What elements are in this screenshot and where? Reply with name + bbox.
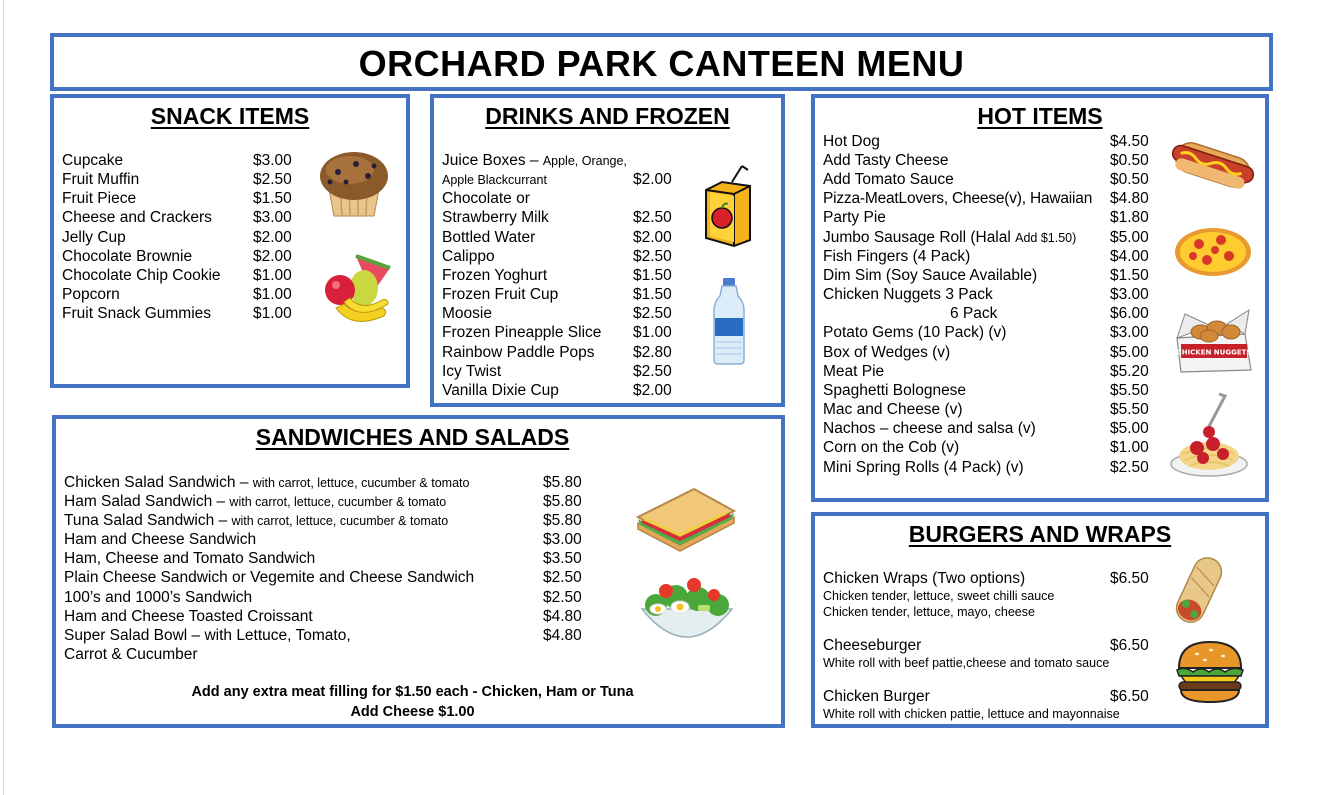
water-bottle-icon <box>712 276 746 366</box>
sandwich-icon <box>634 483 738 553</box>
snack-section: SNACK ITEMS Cupcake $3.00 Fruit Muffin $2.50 Fruit Piece $1.50 Cheese and Crackers $3.00 Jelly Cup $2.00 Chocolate Brownie $2.00 Chocolate Chip Cookie $1.00 Popcorn $1.00 Fruit Snack Gummies $1.00 <box>50 94 410 388</box>
item-description: White roll with chicken pattie, lettuce and mayonnaise <box>823 707 1120 721</box>
fruit-icon <box>322 248 394 332</box>
spaghetti-icon <box>1169 392 1251 480</box>
item-description: White roll with beef pattie,cheese and tomato sauce <box>823 656 1110 670</box>
page-edge <box>3 0 4 795</box>
nuggets-box-label: CHICKEN NUGGETS <box>1176 348 1252 357</box>
drinks-section: DRINKS AND FROZEN Juice Boxes – Apple, Orange, Apple Blackcurrant $2.00 Chocolate or Strawberry Milk $2.50 Bottled Water $2.00 Calippo $2.50 Frozen Yoghurt $1.50 Frozen Fruit Cup $1.50 Moosie $2.50 Frozen Pineapple Slice $1.00 Rainbow Paddle Pops $2.80 Icy Twist $2.50 Vanilla Dixie Cup $2.00 <box>430 94 785 407</box>
hotdog-icon <box>1171 136 1255 192</box>
sandwiches-title: SANDWICHES AND SALADS <box>255 424 570 450</box>
hot-section: HOT ITEMS Hot Dog $4.50 Add Tasty Cheese $0.50 Add Tomato Sauce $0.50 Pizza-MeatLovers, Cheese(v), Hawaiian $4.80 Party Pie $1.80 Jumbo Sausage Roll (Halal Add $1.50) $5.00 Fish Fingers (4 Pack) $4.00 Dim Sim (Soy Sauce Available) $1.50 Chicken Nuggets 3 Pack $3.00 6 Pack $6.00 Potato Gems (10 Pack) (v) $3.00 Box of Wedges (v) $5.00 Meat Pie $5.20 Spaghetti Bolognese $5.50 Mac and Cheese (v) $5.50 Nachos – cheese and salsa (v) $5.00 Corn on the Cob (v) $1.00 Mini Spring Rolls (4 Pack) (v) $2.50 CHICKEN NUGGETS <box>811 94 1269 502</box>
extra-cheese-note: Add Cheese $1.00 <box>350 704 475 720</box>
hot-title: HOT ITEMS <box>977 103 1103 129</box>
burgers-title: BURGERS AND WRAPS <box>908 521 1172 547</box>
salad-icon <box>636 569 738 653</box>
title-banner <box>50 33 1273 91</box>
pizza-icon <box>1173 226 1253 278</box>
extra-filling-note: Add any extra meat filling for $1.50 each - Chicken, Ham or Tuna <box>191 684 634 700</box>
page-title: ORCHARD PARK CANTEEN MENU <box>358 43 965 84</box>
wrap-icon <box>1173 552 1225 628</box>
drinks-title: DRINKS AND FROZEN <box>485 103 730 129</box>
item-description: Chicken tender, lettuce, mayo, cheese <box>823 605 1035 619</box>
juice-box-icon <box>702 164 754 248</box>
burgers-section: BURGERS AND WRAPS Chicken Wraps (Two options) $6.50 Chicken tender, lettuce, sweet chilli sauce Chicken tender, lettuce, mayo, cheese Cheeseburger $6.50 White roll with beef pattie,cheese and tomato sauce Chicken Burger $6.50 White roll with chicken pattie, lettuce and mayonnaise <box>811 512 1269 728</box>
muffin-icon <box>316 146 392 220</box>
nuggets-icon <box>1171 304 1257 374</box>
item-description: Chicken tender, lettuce, sweet chilli sauce <box>823 589 1055 603</box>
sandwiches-section: SANDWICHES AND SALADS Chicken Salad Sandwich – with carrot, lettuce, cucumber & tomato $5.80 Ham Salad Sandwich – with carrot, lettuce, cucumber & tomato $5.80 Tuna Salad Sandwich – with carrot, lettuce, cucumber & tomato $5.80 Ham and Cheese Sandwich $3.00 Ham, Cheese and Tomato Sandwich $3.50 Plain Cheese Sandwich or Vegemite and Cheese Sandwich $2.50 100’s and 1000’s Sandwich $2.50 Ham and Cheese Toasted Croissant $4.80 Super Salad Bowl – with Lettuce, Tomato, $4.80 Carrot & Cucumber Add any extra meat filling for $1.50 each - Chicken, Ham or Tuna Add Cheese $1.00 <box>52 415 785 728</box>
burger-icon <box>1175 640 1245 704</box>
snack-title: SNACK ITEMS <box>150 103 310 129</box>
